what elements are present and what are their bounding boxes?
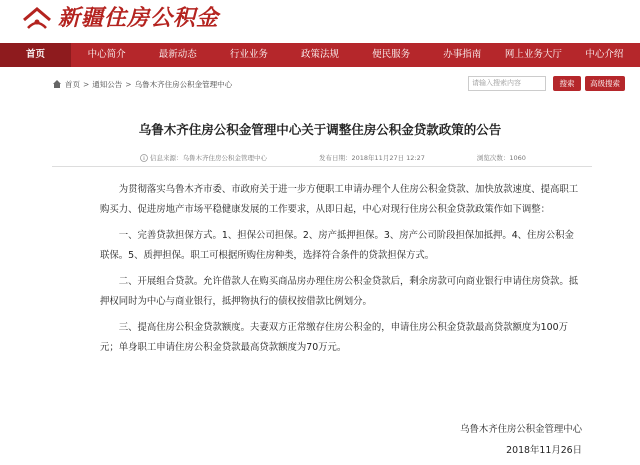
page-title: 乌鲁木齐住房公积金管理中心关于调整住房公积金贷款政策的公告 [138,122,502,137]
info-icon [140,154,148,162]
nav-item-services[interactable]: 便民服务 [372,49,411,60]
meta-date: 发布日期：2018年11月27日 12:27 [319,154,425,162]
article-paragraph: 二、开展组合贷款。允许借款人在购买商品房办理住房公积金贷款后，剩余房款可向商业银行申请住房贷款。抵押权同时为中心与商业银行，抵押物执行的债权按借款比例划分。 [100,276,579,307]
article-body [100,180,580,364]
nav-item-intro[interactable]: 中心简介 [87,49,126,60]
breadcrumb [52,73,620,95]
search-button[interactable]: 搜索 [553,76,581,91]
nav-item-business[interactable]: 行业业务 [229,49,268,60]
signature: 乌鲁木齐住房公积金管理中心 [460,424,582,435]
breadcrumb-separator: > [83,79,90,89]
home-icon [52,79,62,89]
site-logo[interactable] [22,6,219,32]
article-paragraph: 为贯彻落实乌鲁木齐市委、市政府关于进一步方便职工申请办理个人住房公积金贷款、加快放款速度、提高职工购买力、促进房地产市场平稳健康发展的工作要求，从即日起，中心对现行住房公积金贷款政策作如下调整： [100,184,579,215]
nav-item-online-hall[interactable]: 网上业务大厅 [504,49,562,60]
nav-item-center[interactable]: 中心介绍 [585,49,624,60]
nav-item-policy[interactable]: 政策法规 [300,49,339,60]
advanced-search-button[interactable]: 高级搜索 [585,76,625,91]
nav-item-home[interactable]: 首页 [0,43,71,67]
main-nav [0,43,640,67]
logo-text: 新疆住房公积金 [58,6,220,31]
breadcrumb-separator: > [125,79,132,89]
nav-item-guide[interactable]: 办事指南 [443,49,482,60]
breadcrumb-home[interactable]: 首页 [65,79,80,89]
breadcrumb-section[interactable]: 通知公告 [92,79,123,89]
article-meta [140,153,540,162]
article-paragraph: 一、完善贷款担保方式。1、担保公司担保。2、房产抵押担保。3、房产公司阶段担保加抵押。4、住房公积金联保。5、质押担保。职工可根据所购住房种类，选择符合条件的贷款担保方式。 [100,230,574,261]
divider [52,166,592,167]
signature-date: 2018年11月26日 [506,445,582,456]
article-paragraph: 三、提高住房公积金贷款额度。夫妻双方正常缴存住房公积金的，申请住房公积金贷款最高贷款额度为100万元；单身职工申请住房公积金贷款最高贷款额度为70万元。 [100,322,568,353]
site-header [0,0,640,40]
meta-source: 信息来源：乌鲁木齐住房公积金管理中心 [150,154,267,162]
search-input[interactable]: 请输入搜索内容 [468,76,546,91]
nav-item-news[interactable]: 最新动态 [158,49,197,60]
house-logo-icon [22,6,52,32]
meta-views: 浏览次数：1060 [476,154,526,162]
breadcrumb-current: 乌鲁木齐住房公积金管理中心 [134,79,233,89]
